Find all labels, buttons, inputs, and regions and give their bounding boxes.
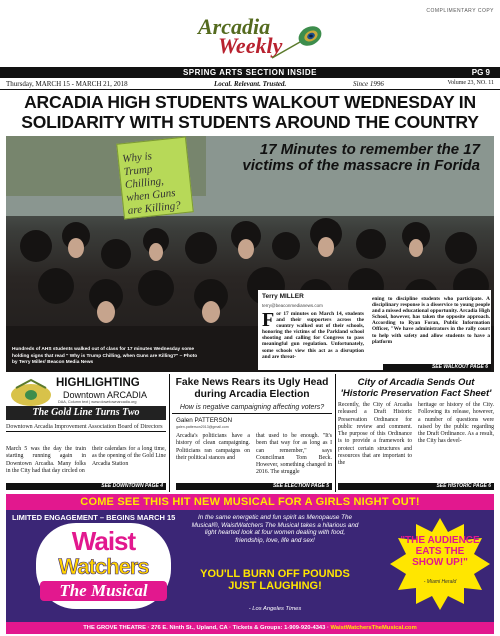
ad-logo-musical: The Musical <box>40 581 167 601</box>
photo-caption: Hundreds of AHS students walked out of class for 17 minutes Wednesday some holding signs that read " Why is Trump Chilling, when Guns are Killing?" – Photo by Terry Miller/ Beacon Media News <box>12 347 198 365</box>
fake-news-email[interactable]: galen.patterson2013@gmail.com <box>176 425 229 429</box>
ad-herald-quote: "THE AUDIENCE EATS THE SHOW UP!" <box>400 535 480 568</box>
logo-weekly[interactable]: Weekly <box>218 33 283 58</box>
highlighting-column-2: their calendars for a long time, as the opening of the Gold Line Arcadia Station <box>92 446 166 467</box>
page-number: PG 9 <box>471 68 490 77</box>
lead-column-2: ening to discipline students who participate. A disciplinary response is a disservice to young people and a missed educational opportunity. Arcadia High School, however, has taken the opposite approach. According to Ryan Foran, Public Information Officer, "We have administrators in the rally court to help with safety and allow students to have a platform <box>372 296 490 345</box>
section-inside-label: SPRING ARTS SECTION INSIDE <box>182 68 318 77</box>
issue-date: Thursday, MARCH 15 - MARCH 21, 2018 <box>6 80 128 88</box>
fake-news-byline: Galen PATTERSON <box>176 417 233 424</box>
city-headline[interactable]: City of Arcadia Sends Out 'Historic Preservation Fact Sheet' <box>340 377 492 399</box>
ad-banner[interactable]: COME SEE THIS HIT NEW MUSICAL FOR A GIRLS NIGHT OUT! <box>6 494 494 510</box>
ad-footer-text: THE GROVE THEATRE · 276 E. Ninth St., Upland, CA · Tickets & Groups: 1-909-920-4343 · <box>83 625 329 631</box>
fake-news-column-1: Arcadia's politicians have a history of clean campaigning. Politicians ran campaigns on their political stances and <box>176 433 250 461</box>
see-historic-link[interactable]: SEE HISTORIC PAGE 6 <box>338 483 494 490</box>
city-column-1: Recently, the City of Arcadia released a Draft Historic Preservation Ordinance for public review and comment. The purpose of this Ordinance is to provide a framework to protect certain structures and resources that are important to the <box>338 402 412 467</box>
highlighting-column-1: March 5 was the day the train starting running again in Downtown Arcadia. Many folks in the City had that day circled on <box>6 446 86 474</box>
since-year: Since 1996 <box>353 80 384 88</box>
dateline <box>0 80 500 90</box>
city-column-2: heritage or history of the City. Following its release, however, a number of questions were raised by the public regarding the Draft Ordinance. As a result, the City has devel- <box>418 402 494 445</box>
column-divider <box>335 374 336 492</box>
lead-headline[interactable]: ARCADIA HIGH STUDENTS WALKOUT WEDNESDAY IN SOLIDARITY WITH STUDENTS AROUND THE COUNTRY <box>21 92 479 132</box>
gold-line-headline[interactable]: The Gold Line Turns Two <box>6 406 166 420</box>
logo-arcadia[interactable]: Arcadia <box>198 14 271 39</box>
highlighting-title: HIGHLIGHTING <box>56 377 140 389</box>
lead-author-email[interactable]: terry@beaconmedianews.com <box>262 303 323 308</box>
lead-subhead: 17 Minutes to remember the 17 victims of the massacre in Forida <box>242 141 480 174</box>
lead-byline: Terry MILLER <box>262 293 304 300</box>
see-election-link[interactable]: SEE ELECTION PAGE 5 <box>176 483 332 490</box>
lead-column-1-text: or 17 minutes on March 14, students and their supporters across the country walked out of their schools, honoring the victims of the Parkland school shooting and calling for Congress to pass meaningful gun regulation. Unfortunately, some schools view this act as a disruption and are threat- <box>262 311 364 360</box>
highlighting-subtitle: Downtown ARCADIA <box>63 390 148 400</box>
ad-herald-credit: - Miami Herald <box>423 579 457 585</box>
complimentary-copy-label: COMPLIMENTARY COPY <box>426 8 494 14</box>
ad-website-link[interactable]: WaistWatchersTheMusical.com <box>330 625 417 631</box>
peacock-feather-icon <box>270 20 324 64</box>
see-downtown-link[interactable]: SEE DOWNTOWN PAGE 4 <box>6 483 166 490</box>
lead-column-1 <box>262 311 364 360</box>
section-bar <box>0 67 500 78</box>
see-walkout-link[interactable]: SEE WALKOUT PAGE 6 <box>383 364 491 371</box>
ad-description: In the same energetic and fun spirit as Menopause The Musical®, WaistWatchers The Musical takes a hilarious and light hearted look at four women dealing with food, friendship, love, life and sex! <box>191 514 359 544</box>
downtown-arcadia-logo-icon <box>8 378 54 408</box>
ad-footer <box>6 622 494 634</box>
protest-sign-text: Why is Trump Chilling, when Guns are Killing? <box>121 150 182 217</box>
drop-cap: F <box>262 309 275 331</box>
volume-number: Volume 23, NO. 11 <box>447 80 494 86</box>
column-divider <box>169 374 170 492</box>
ad-burn-quote: YOU'LL BURN OFF POUNDS JUST LAUGHING! <box>200 568 350 592</box>
ad-logo-watchers: Watchers <box>58 554 149 579</box>
ad-la-times-credit: - Los Angeles Times <box>248 606 302 612</box>
ad-logo-waist: Waist <box>71 526 136 556</box>
fake-news-column-2: that used to be enough. "It's been that way for as long as I can remember," says Councilman Tom Beck. However, something changed in 2016. The struggle <box>256 433 332 476</box>
highlighting-byline: DAA, Column text | www.downtownarcadia.org <box>58 400 137 404</box>
tagline: Local. Relevant. Trusted. <box>214 80 287 88</box>
fake-news-headline[interactable]: Fake News Rears its Ugly Head during Arcadia Election <box>175 377 329 400</box>
ad-limited-engagement: LIMITED ENGAGEMENT – BEGINS MARCH 15 <box>12 513 176 522</box>
highlighting-org: Downtown Arcadia Improvement Association Board of Directors <box>6 423 166 432</box>
fake-news-subtitle: How is negative campaigning affecting voters? <box>172 404 332 414</box>
